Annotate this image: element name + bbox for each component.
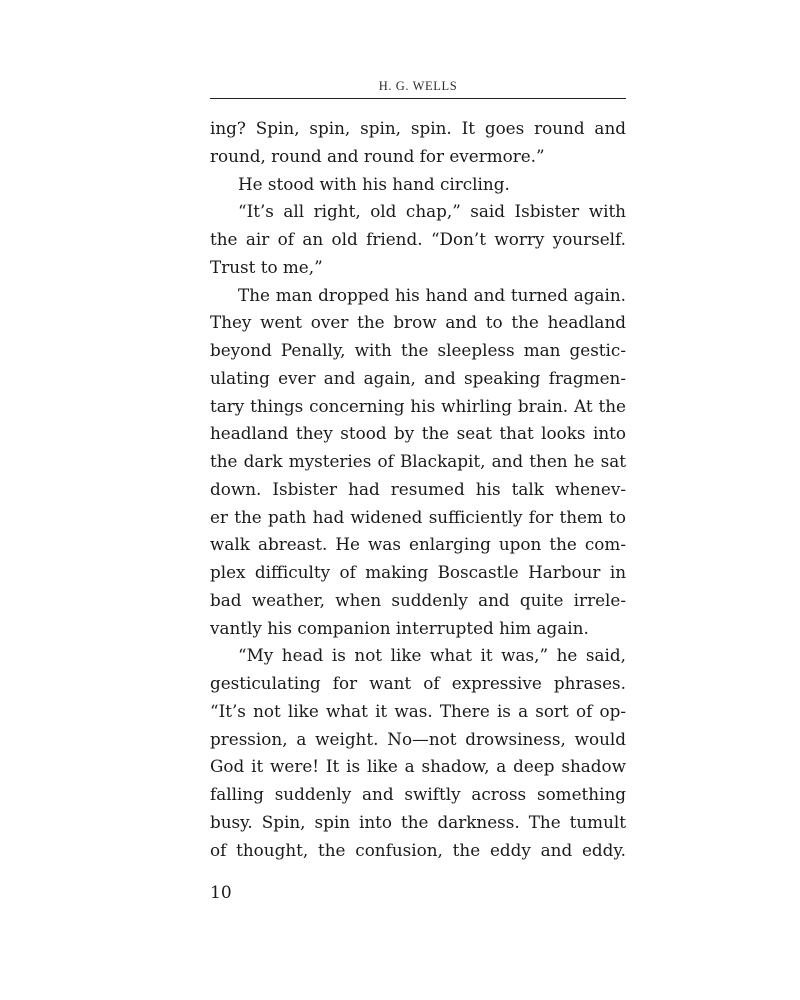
page-number: 10 — [210, 883, 232, 903]
text-line: down. Isbister had resumed his talk whenev- — [210, 478, 626, 499]
text-line: pression, a weight. No—not drowsiness, would — [210, 728, 626, 749]
text-line: They went over the brow and to the headland — [210, 312, 626, 333]
text-line: ulating ever and again, and speaking fragmen- — [210, 367, 626, 388]
text-line: He stood with his hand circling. — [238, 173, 510, 194]
text-line: “My head is not like what it was,” he said, — [238, 645, 626, 666]
running-head: H. G. WELLS — [378, 79, 458, 93]
text-line: ing? Spin, spin, spin, spin. It goes round and — [210, 118, 626, 138]
text-line: tary things concerning his whirling brain. At the — [210, 395, 626, 416]
body-text — [210, 115, 626, 864]
text-line: “It’s all right, old chap,” said Isbister with — [238, 201, 626, 222]
text-line: bad weather, when suddenly and quite irrele- — [210, 589, 626, 610]
text-line: headland they stood by the seat that looks into — [210, 423, 626, 444]
text-line: plex difficulty of making Boscastle Harbour in — [210, 562, 626, 582]
text-line: beyond Penally, with the sleepless man gestic- — [210, 340, 626, 360]
text-line: the dark mysteries of Blackapit, and then he sat — [210, 451, 626, 471]
text-line: the air of an old friend. “Don’t worry yourself. — [210, 229, 626, 249]
text-line: vantly his companion interrupted him again. — [210, 617, 589, 638]
text-line: round, round and round for evermore.” — [210, 145, 545, 166]
text-line: Trust to me,” — [210, 256, 323, 277]
header-rule — [210, 98, 626, 99]
text-line: busy. Spin, spin into the darkness. The tumult — [210, 811, 626, 832]
text-line: “It’s not like what it was. There is a sort of op- — [210, 700, 626, 721]
text-line: God it were! It is like a shadow, a deep shadow — [210, 756, 626, 777]
text-line: falling suddenly and swiftly across something — [210, 784, 626, 804]
text-line: gesticulating for want of expressive phrases. — [210, 673, 626, 693]
text-line: walk abreast. He was enlarging upon the com- — [210, 534, 626, 555]
book-page — [210, 0, 626, 1000]
text-line: er the path had widened sufficiently for them to — [210, 506, 626, 527]
text-line: The man dropped his hand and turned again. — [238, 284, 626, 305]
text-line: of thought, the confusion, the eddy and eddy. — [210, 839, 626, 860]
